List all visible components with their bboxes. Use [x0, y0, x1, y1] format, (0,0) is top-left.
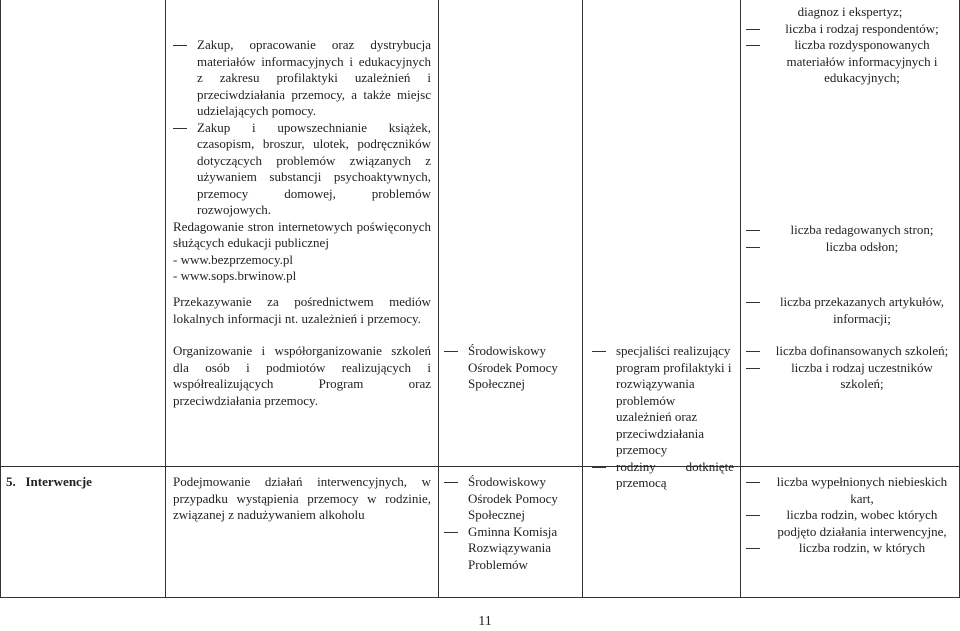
- indicator-item: liczba i rodzaj respondentów;: [746, 21, 954, 38]
- dash-icon: [746, 515, 760, 516]
- indicator-block-media: [746, 294, 954, 327]
- recipients-block: [592, 343, 734, 492]
- indicator-block-pages: [746, 222, 954, 255]
- activity-item: Zakup, opracowanie oraz dystrybucja materiałów informacyjnych i edukacyjnych z zakresu profilaktyki uzależnień i przeciwdziałania przemocy, a także miejsc udzielających pomocy.: [173, 37, 431, 120]
- page-number: 11: [478, 614, 492, 629]
- indicator-item: liczba wypełnionych niebieskich kart,: [746, 474, 954, 507]
- table-border-bottom: [0, 597, 960, 598]
- website-2: - www.sops.brwinow.pl: [173, 268, 297, 283]
- row-header: [6, 474, 156, 491]
- indicator-item: liczba rodzin, wobec których podjęto działania interwencyjne,: [746, 507, 954, 540]
- indicator-item: liczba redagowanych stron;: [746, 222, 954, 239]
- dash-icon: [746, 302, 760, 303]
- activity-item: Zakup i upowszechnianie książek, czasopism, broszur, ulotek, podręczników dotyczących problemów związanych z używaniem substancji psychoaktywnych, przemocy domowej, problemów rozwojowych.: [173, 120, 431, 219]
- table-border-left: [0, 0, 1, 598]
- column-divider-2: [438, 0, 439, 598]
- websites-text: Redagowanie stron internetowych poświęconych służących edukacji publicznej: [173, 218, 431, 250]
- dash-icon: [746, 45, 760, 46]
- indicator-line: diagnoz i ekspertyz;: [797, 4, 903, 19]
- institution-block-2: [444, 474, 576, 573]
- website-1: - www.bezprzemocy.pl: [173, 251, 293, 267]
- institution-item: Środowiskowy Ośrodek Pomocy Społecznej: [444, 474, 576, 524]
- indicator-item: liczba odsłon;: [746, 239, 954, 256]
- recipient-item: specjaliści realizujący program profilaktyki i rozwiązywania problemów uzależnień oraz przeciwdziałania przemocy: [592, 343, 734, 459]
- dash-icon: [444, 532, 458, 533]
- row-number: 5.: [6, 474, 16, 489]
- institution-item: Środowiskowy Ośrodek Pomocy Społecznej: [444, 343, 576, 393]
- activity-list-top: [173, 37, 431, 285]
- institution-block-1: [444, 343, 576, 393]
- indicator-item: liczba rodzin, w których: [746, 540, 954, 557]
- indicator-item: liczba dofinansowanych szkoleń;: [746, 343, 954, 360]
- dash-icon: [746, 482, 760, 483]
- dash-icon: [746, 230, 760, 231]
- indicator-item: liczba przekazanych artykułów, informacji;: [746, 294, 954, 327]
- dash-icon: [746, 368, 760, 369]
- recipient-item: rodziny dotknięte przemocą: [592, 459, 734, 492]
- column-divider-3: [582, 0, 583, 598]
- institution-item: Gminna Komisja Rozwiązywania Problemów: [444, 524, 576, 574]
- dash-icon: [746, 351, 760, 352]
- row-title: Interwencje: [25, 474, 92, 489]
- column-divider-1: [165, 0, 166, 598]
- indicator-item: liczba rozdysponowanych materiałów informacyjnych i edukacyjnych;: [746, 37, 954, 87]
- dash-icon: [746, 29, 760, 30]
- dash-icon: [444, 351, 458, 352]
- dash-icon: [592, 467, 606, 468]
- dash-icon: [592, 351, 606, 352]
- row-divider: [0, 466, 960, 467]
- media-text: Przekazywanie za pośrednictwem mediów lokalnych informacji nt. uzależnień i przemocy.: [173, 294, 431, 326]
- indicator-item: liczba i rodzaj uczestników szkoleń;: [746, 360, 954, 393]
- dash-icon: [444, 482, 458, 483]
- dash-icon: [173, 128, 187, 129]
- dash-icon: [746, 548, 760, 549]
- intervention-text: Podejmowanie działań interwencyjnych, w przypadku wystąpienia przemocy w rodzinie, związanej z nadużywaniem alkoholu: [173, 474, 431, 522]
- indicator-block-top: [746, 4, 954, 87]
- indicator-block-intervention: [746, 474, 954, 557]
- dash-icon: [746, 247, 760, 248]
- training-text: Organizowanie i współorganizowanie szkoleń dla osób i podmiotów realizujących i współrealizujących Program oraz przeciwdziałania przemocy.: [173, 343, 431, 408]
- indicator-block-training: [746, 343, 954, 393]
- dash-icon: [173, 45, 187, 46]
- column-divider-4: [740, 0, 741, 598]
